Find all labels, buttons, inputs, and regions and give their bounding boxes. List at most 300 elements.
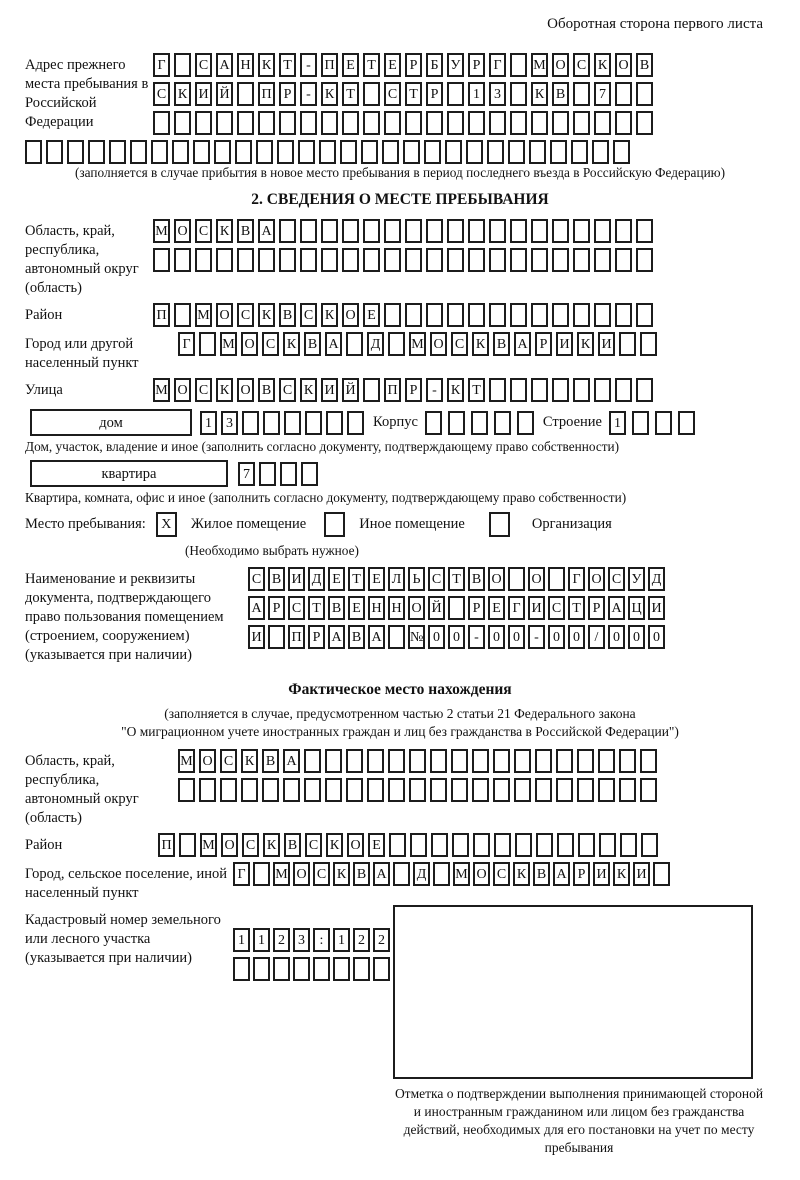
form-cell[interactable] — [67, 140, 84, 164]
form-cell[interactable] — [531, 378, 548, 402]
form-cell[interactable]: А — [248, 596, 265, 620]
form-cell[interactable]: Е — [384, 53, 401, 77]
form-cell[interactable]: Е — [342, 53, 359, 77]
form-cell[interactable] — [214, 140, 231, 164]
form-cell[interactable]: К — [216, 378, 233, 402]
form-cell[interactable]: А — [553, 862, 570, 886]
form-cell[interactable]: О — [615, 53, 632, 77]
form-cell[interactable] — [577, 749, 594, 773]
form-cell[interactable] — [179, 833, 196, 857]
form-cell[interactable]: Й — [216, 82, 233, 106]
form-cell[interactable]: Т — [468, 378, 485, 402]
form-cell[interactable]: О — [342, 303, 359, 327]
form-cell[interactable] — [615, 303, 632, 327]
form-cell[interactable]: К — [577, 332, 594, 356]
form-cell[interactable] — [552, 219, 569, 243]
form-cell[interactable]: К — [594, 53, 611, 77]
form-cell[interactable] — [363, 248, 380, 272]
form-cell[interactable] — [263, 411, 280, 435]
form-cell[interactable] — [640, 778, 657, 802]
form-cell[interactable] — [405, 248, 422, 272]
form-cell[interactable]: Е — [328, 567, 345, 591]
form-cell[interactable]: А — [258, 219, 275, 243]
form-cell[interactable]: Г — [153, 53, 170, 77]
form-cell[interactable]: Т — [348, 567, 365, 591]
form-cell[interactable] — [529, 140, 546, 164]
form-cell[interactable]: 1 — [200, 411, 217, 435]
form-cell[interactable] — [508, 140, 525, 164]
form-cell[interactable] — [298, 140, 315, 164]
form-cell[interactable] — [577, 778, 594, 802]
form-cell[interactable] — [531, 303, 548, 327]
form-cell[interactable]: П — [321, 53, 338, 77]
form-cell[interactable] — [300, 219, 317, 243]
form-cell[interactable] — [466, 140, 483, 164]
organization-checkbox[interactable] — [489, 512, 510, 537]
form-cell[interactable] — [552, 111, 569, 135]
form-cell[interactable] — [88, 140, 105, 164]
form-cell[interactable] — [409, 749, 426, 773]
form-cell[interactable]: С — [608, 567, 625, 591]
form-cell[interactable]: Й — [342, 378, 359, 402]
form-cell[interactable] — [389, 833, 406, 857]
form-cell[interactable] — [615, 378, 632, 402]
form-cell[interactable]: А — [325, 332, 342, 356]
form-cell[interactable]: 1 — [253, 928, 270, 952]
form-cell[interactable]: В — [348, 625, 365, 649]
form-cell[interactable] — [472, 749, 489, 773]
form-cell[interactable] — [342, 248, 359, 272]
form-cell[interactable]: К — [531, 82, 548, 106]
form-cell[interactable]: А — [216, 53, 233, 77]
form-cell[interactable]: Г — [489, 53, 506, 77]
form-cell[interactable]: О — [199, 749, 216, 773]
form-cell[interactable]: Е — [348, 596, 365, 620]
form-cell[interactable] — [510, 378, 527, 402]
form-cell[interactable] — [632, 411, 649, 435]
form-cell[interactable]: Н — [237, 53, 254, 77]
form-cell[interactable] — [233, 957, 250, 981]
form-cell[interactable] — [253, 957, 270, 981]
form-cell[interactable]: С — [153, 82, 170, 106]
form-cell[interactable]: Р — [426, 82, 443, 106]
form-cell[interactable]: П — [258, 82, 275, 106]
form-cell[interactable] — [468, 219, 485, 243]
form-cell[interactable] — [557, 833, 574, 857]
form-cell[interactable]: 0 — [548, 625, 565, 649]
form-cell[interactable]: П — [153, 303, 170, 327]
form-cell[interactable]: М — [153, 219, 170, 243]
form-cell[interactable] — [573, 303, 590, 327]
form-cell[interactable] — [262, 778, 279, 802]
form-cell[interactable] — [472, 778, 489, 802]
form-cell[interactable]: О — [241, 332, 258, 356]
form-cell[interactable] — [510, 111, 527, 135]
form-cell[interactable] — [619, 749, 636, 773]
form-cell[interactable]: Е — [363, 303, 380, 327]
form-cell[interactable] — [258, 248, 275, 272]
form-cell[interactable] — [445, 140, 462, 164]
form-cell[interactable]: А — [373, 862, 390, 886]
form-cell[interactable] — [636, 303, 653, 327]
form-cell[interactable] — [636, 219, 653, 243]
form-cell[interactable]: 7 — [238, 462, 255, 486]
form-cell[interactable] — [510, 53, 527, 77]
form-cell[interactable] — [367, 749, 384, 773]
form-cell[interactable]: 0 — [608, 625, 625, 649]
form-cell[interactable] — [493, 749, 510, 773]
form-cell[interactable] — [433, 862, 450, 886]
form-cell[interactable] — [430, 778, 447, 802]
form-cell[interactable] — [237, 82, 254, 106]
form-cell[interactable] — [594, 219, 611, 243]
form-cell[interactable]: М — [273, 862, 290, 886]
form-cell[interactable] — [531, 219, 548, 243]
form-cell[interactable] — [342, 219, 359, 243]
form-cell[interactable] — [346, 749, 363, 773]
form-cell[interactable]: С — [279, 378, 296, 402]
form-cell[interactable] — [552, 248, 569, 272]
form-cell[interactable]: В — [268, 567, 285, 591]
form-cell[interactable] — [594, 111, 611, 135]
form-cell[interactable]: Т — [568, 596, 585, 620]
form-cell[interactable] — [25, 140, 42, 164]
form-cell[interactable]: В — [468, 567, 485, 591]
form-cell[interactable] — [405, 219, 422, 243]
form-cell[interactable] — [494, 411, 511, 435]
form-cell[interactable] — [363, 219, 380, 243]
form-cell[interactable] — [619, 778, 636, 802]
form-cell[interactable]: Е — [368, 833, 385, 857]
form-cell[interactable]: В — [284, 833, 301, 857]
form-cell[interactable] — [598, 778, 615, 802]
form-cell[interactable]: О — [174, 219, 191, 243]
form-cell[interactable]: 0 — [448, 625, 465, 649]
form-cell[interactable] — [409, 778, 426, 802]
form-cell[interactable]: Т — [363, 53, 380, 77]
form-cell[interactable]: 0 — [428, 625, 445, 649]
form-cell[interactable]: Г — [233, 862, 250, 886]
form-cell[interactable]: В — [552, 82, 569, 106]
form-cell[interactable]: И — [288, 567, 305, 591]
form-cell[interactable]: С — [428, 567, 445, 591]
form-cell[interactable] — [46, 140, 63, 164]
form-cell[interactable]: 7 — [594, 82, 611, 106]
form-cell[interactable]: - — [528, 625, 545, 649]
form-cell[interactable] — [363, 378, 380, 402]
form-cell[interactable]: Г — [568, 567, 585, 591]
form-cell[interactable] — [573, 111, 590, 135]
form-cell[interactable] — [452, 833, 469, 857]
form-cell[interactable]: К — [321, 82, 338, 106]
form-cell[interactable]: Л — [388, 567, 405, 591]
form-cell[interactable] — [280, 462, 297, 486]
form-cell[interactable]: Д — [413, 862, 430, 886]
form-cell[interactable] — [268, 625, 285, 649]
form-cell[interactable] — [319, 140, 336, 164]
form-cell[interactable] — [384, 248, 401, 272]
form-cell[interactable]: 1 — [333, 928, 350, 952]
form-cell[interactable]: С — [313, 862, 330, 886]
form-cell[interactable]: А — [514, 332, 531, 356]
form-cell[interactable] — [220, 778, 237, 802]
form-cell[interactable] — [620, 833, 637, 857]
form-cell[interactable]: В — [493, 332, 510, 356]
form-cell[interactable] — [195, 111, 212, 135]
form-cell[interactable]: 1 — [233, 928, 250, 952]
form-cell[interactable] — [426, 303, 443, 327]
form-cell[interactable] — [199, 778, 216, 802]
form-cell[interactable] — [468, 303, 485, 327]
form-cell[interactable]: В — [258, 378, 275, 402]
form-cell[interactable] — [313, 957, 330, 981]
form-cell[interactable]: С — [288, 596, 305, 620]
form-cell[interactable] — [426, 248, 443, 272]
form-cell[interactable] — [216, 248, 233, 272]
form-cell[interactable] — [340, 140, 357, 164]
form-cell[interactable]: С — [573, 53, 590, 77]
form-cell[interactable] — [195, 248, 212, 272]
form-cell[interactable] — [384, 219, 401, 243]
form-cell[interactable]: 2 — [273, 928, 290, 952]
form-cell[interactable]: К — [263, 833, 280, 857]
form-cell[interactable] — [283, 778, 300, 802]
form-cell[interactable] — [508, 567, 525, 591]
form-cell[interactable] — [384, 303, 401, 327]
form-cell[interactable]: П — [158, 833, 175, 857]
form-cell[interactable]: 1 — [468, 82, 485, 106]
form-cell[interactable] — [548, 567, 565, 591]
form-cell[interactable]: С — [548, 596, 565, 620]
form-cell[interactable] — [277, 140, 294, 164]
form-cell[interactable] — [237, 111, 254, 135]
form-cell[interactable]: А — [328, 625, 345, 649]
form-cell[interactable] — [388, 332, 405, 356]
form-cell[interactable] — [293, 957, 310, 981]
form-cell[interactable]: К — [283, 332, 300, 356]
form-cell[interactable]: О — [528, 567, 545, 591]
form-cell[interactable]: О — [237, 378, 254, 402]
form-cell[interactable] — [403, 140, 420, 164]
form-cell[interactable] — [641, 833, 658, 857]
form-cell[interactable]: О — [430, 332, 447, 356]
form-cell[interactable]: А — [368, 625, 385, 649]
form-cell[interactable]: Р — [588, 596, 605, 620]
form-cell[interactable] — [468, 111, 485, 135]
form-cell[interactable]: В — [636, 53, 653, 77]
form-cell[interactable]: И — [593, 862, 610, 886]
form-cell[interactable] — [326, 411, 343, 435]
form-cell[interactable]: Р — [279, 82, 296, 106]
form-cell[interactable] — [172, 140, 189, 164]
form-cell[interactable] — [594, 303, 611, 327]
form-cell[interactable]: - — [300, 82, 317, 106]
form-cell[interactable] — [535, 778, 552, 802]
form-cell[interactable] — [321, 248, 338, 272]
form-cell[interactable]: П — [384, 378, 401, 402]
form-cell[interactable]: К — [447, 378, 464, 402]
form-cell[interactable] — [425, 411, 442, 435]
form-cell[interactable] — [653, 862, 670, 886]
form-cell[interactable] — [321, 219, 338, 243]
form-cell[interactable]: - — [426, 378, 443, 402]
form-cell[interactable] — [489, 303, 506, 327]
form-cell[interactable] — [471, 411, 488, 435]
form-cell[interactable] — [382, 140, 399, 164]
form-cell[interactable]: С — [384, 82, 401, 106]
form-cell[interactable] — [468, 248, 485, 272]
form-cell[interactable]: - — [468, 625, 485, 649]
form-cell[interactable] — [241, 778, 258, 802]
form-cell[interactable]: М — [409, 332, 426, 356]
form-cell[interactable]: 2 — [373, 928, 390, 952]
form-cell[interactable]: Н — [368, 596, 385, 620]
form-cell[interactable]: Д — [308, 567, 325, 591]
form-cell[interactable]: 3 — [489, 82, 506, 106]
form-cell[interactable]: 3 — [293, 928, 310, 952]
form-cell[interactable] — [424, 140, 441, 164]
form-cell[interactable]: Д — [367, 332, 384, 356]
form-cell[interactable]: В — [279, 303, 296, 327]
form-cell[interactable]: Р — [405, 53, 422, 77]
house-box[interactable]: дом — [30, 409, 192, 436]
form-cell[interactable]: Т — [279, 53, 296, 77]
form-cell[interactable] — [447, 248, 464, 272]
form-cell[interactable]: Р — [535, 332, 552, 356]
form-cell[interactable] — [571, 140, 588, 164]
form-cell[interactable] — [199, 332, 216, 356]
form-cell[interactable]: К — [326, 833, 343, 857]
form-cell[interactable] — [594, 248, 611, 272]
form-cell[interactable] — [273, 957, 290, 981]
form-cell[interactable] — [279, 248, 296, 272]
form-cell[interactable] — [426, 111, 443, 135]
form-cell[interactable]: О — [216, 303, 233, 327]
form-cell[interactable]: Г — [178, 332, 195, 356]
form-cell[interactable] — [373, 957, 390, 981]
form-cell[interactable] — [347, 411, 364, 435]
residential-checkbox[interactable]: X — [156, 512, 177, 537]
form-cell[interactable]: Н — [388, 596, 405, 620]
form-cell[interactable] — [178, 778, 195, 802]
form-cell[interactable] — [487, 140, 504, 164]
form-cell[interactable] — [193, 140, 210, 164]
form-cell[interactable]: К — [472, 332, 489, 356]
form-cell[interactable] — [304, 778, 321, 802]
form-cell[interactable] — [655, 411, 672, 435]
form-cell[interactable] — [510, 82, 527, 106]
form-cell[interactable]: В — [262, 749, 279, 773]
form-cell[interactable]: Р — [405, 378, 422, 402]
form-cell[interactable] — [447, 303, 464, 327]
form-cell[interactable] — [599, 833, 616, 857]
form-cell[interactable] — [301, 462, 318, 486]
form-cell[interactable]: П — [288, 625, 305, 649]
form-cell[interactable]: Т — [405, 82, 422, 106]
form-cell[interactable]: А — [608, 596, 625, 620]
form-cell[interactable]: Р — [468, 53, 485, 77]
form-cell[interactable]: М — [531, 53, 548, 77]
form-cell[interactable] — [556, 749, 573, 773]
form-cell[interactable] — [493, 778, 510, 802]
form-cell[interactable] — [342, 111, 359, 135]
form-cell[interactable]: 2 — [353, 928, 370, 952]
form-cell[interactable]: У — [628, 567, 645, 591]
form-cell[interactable] — [447, 82, 464, 106]
form-cell[interactable]: Ц — [628, 596, 645, 620]
form-cell[interactable]: М — [178, 749, 195, 773]
form-cell[interactable] — [279, 111, 296, 135]
form-cell[interactable] — [430, 749, 447, 773]
form-cell[interactable]: О — [588, 567, 605, 591]
form-cell[interactable]: Т — [308, 596, 325, 620]
form-cell[interactable]: / — [588, 625, 605, 649]
form-cell[interactable] — [447, 111, 464, 135]
form-cell[interactable]: - — [300, 53, 317, 77]
form-cell[interactable]: С — [262, 332, 279, 356]
form-cell[interactable]: К — [241, 749, 258, 773]
form-cell[interactable] — [636, 248, 653, 272]
form-cell[interactable] — [346, 778, 363, 802]
form-cell[interactable]: И — [556, 332, 573, 356]
form-cell[interactable]: М — [195, 303, 212, 327]
form-cell[interactable] — [174, 111, 191, 135]
form-cell[interactable] — [388, 749, 405, 773]
form-cell[interactable] — [613, 140, 630, 164]
form-cell[interactable]: 0 — [488, 625, 505, 649]
form-cell[interactable] — [304, 749, 321, 773]
form-cell[interactable] — [636, 378, 653, 402]
form-cell[interactable] — [405, 303, 422, 327]
form-cell[interactable]: В — [304, 332, 321, 356]
form-cell[interactable]: И — [195, 82, 212, 106]
form-cell[interactable]: С — [237, 303, 254, 327]
form-cell[interactable] — [592, 140, 609, 164]
form-cell[interactable]: И — [528, 596, 545, 620]
form-cell[interactable] — [573, 378, 590, 402]
form-cell[interactable] — [535, 749, 552, 773]
form-cell[interactable]: К — [513, 862, 530, 886]
form-cell[interactable]: О — [221, 833, 238, 857]
form-cell[interactable]: С — [195, 53, 212, 77]
form-cell[interactable]: 1 — [609, 411, 626, 435]
form-cell[interactable]: С — [300, 303, 317, 327]
form-cell[interactable]: Б — [426, 53, 443, 77]
form-cell[interactable]: О — [293, 862, 310, 886]
form-cell[interactable]: К — [258, 303, 275, 327]
form-cell[interactable]: И — [648, 596, 665, 620]
form-cell[interactable] — [640, 332, 657, 356]
form-cell[interactable] — [284, 411, 301, 435]
form-cell[interactable] — [174, 248, 191, 272]
form-cell[interactable]: Ь — [408, 567, 425, 591]
form-cell[interactable] — [636, 111, 653, 135]
form-cell[interactable] — [393, 862, 410, 886]
form-cell[interactable]: : — [313, 928, 330, 952]
form-cell[interactable] — [367, 778, 384, 802]
form-cell[interactable] — [431, 833, 448, 857]
form-cell[interactable] — [300, 111, 317, 135]
form-cell[interactable] — [517, 411, 534, 435]
form-cell[interactable] — [489, 219, 506, 243]
form-cell[interactable] — [451, 749, 468, 773]
form-cell[interactable]: Д — [648, 567, 665, 591]
form-cell[interactable] — [279, 219, 296, 243]
form-cell[interactable] — [489, 248, 506, 272]
form-cell[interactable]: К — [258, 53, 275, 77]
form-cell[interactable]: Р — [308, 625, 325, 649]
form-cell[interactable] — [174, 303, 191, 327]
